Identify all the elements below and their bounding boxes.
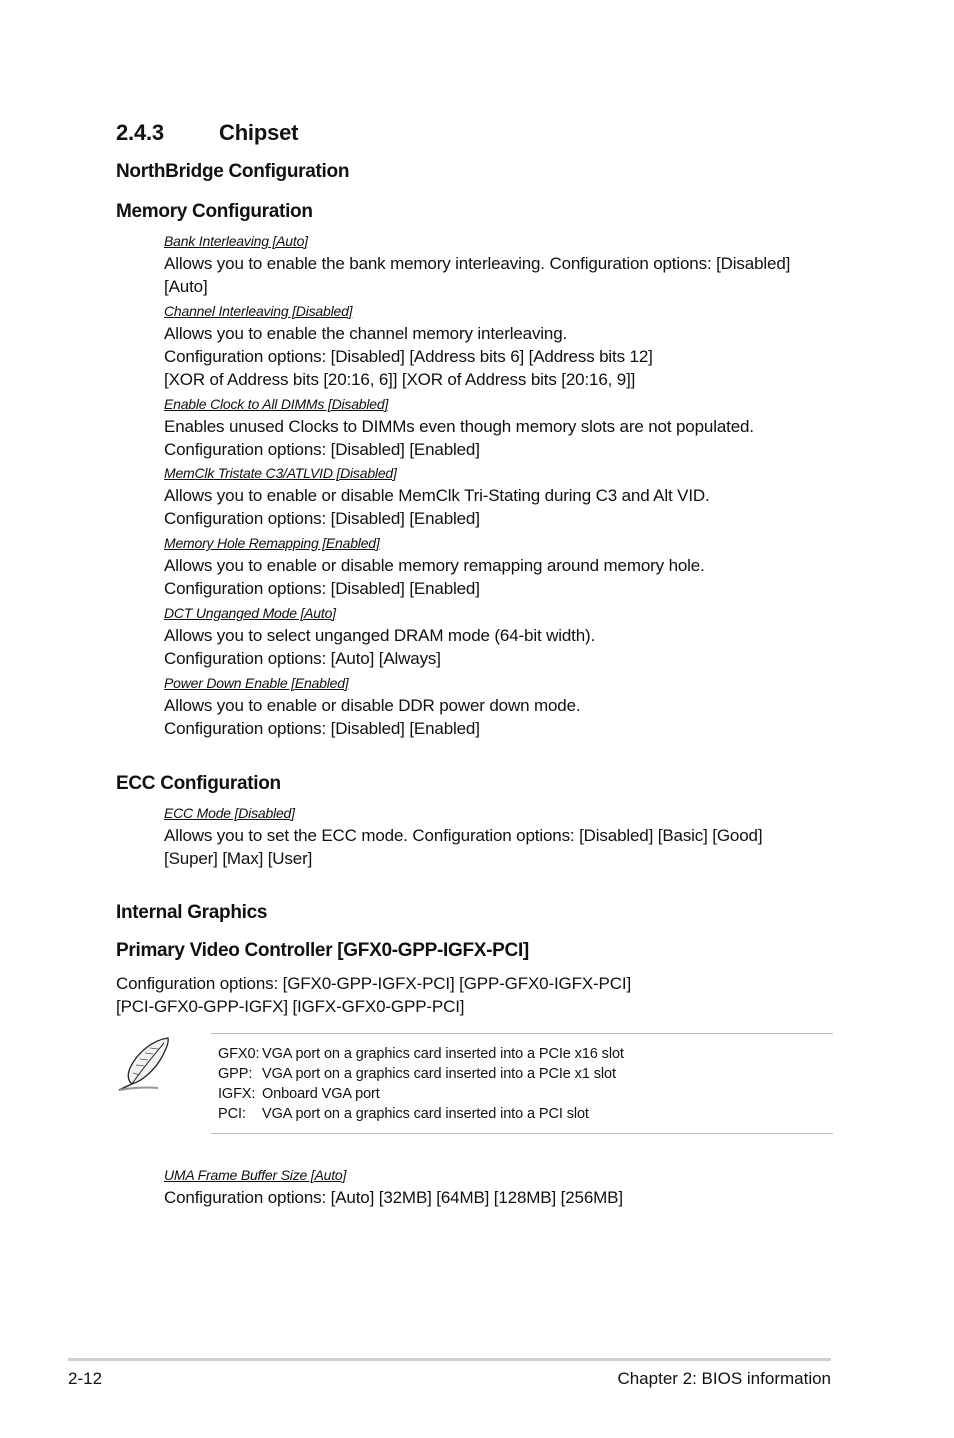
item-desc: Allows you to enable or disable DDR power down mode. Configuration options: [Disabled] [Enabled] [164, 696, 581, 738]
chapter-title: Chapter 2: BIOS information [617, 1369, 831, 1388]
feather-quill-icon [114, 1035, 174, 1093]
page-number: 2-12 [68, 1369, 103, 1388]
item-label: Power Down Enable [Enabled] [164, 675, 349, 691]
item-label: MemClk Tristate C3/ATLVID [Disabled] [164, 465, 397, 481]
primary-video-options: Configuration options: [GFX0-GPP-IGFX-PCI] [GPP-GFX0-IGFX-PCI] [PCI-GFX0-GPP-IGFX] [IGFX-GFX0-GPP-PCI] [116, 974, 632, 1016]
note-row: IGFX: Onboard VGA port [218, 1086, 380, 1102]
item-label: UMA Frame Buffer Size [Auto] [164, 1167, 347, 1183]
item-desc: Allows you to set the ECC mode. Configuration options: [Disabled] [Basic] [Good] [Super] [Max] [User] [164, 826, 763, 868]
item-desc: Allows you to enable the bank memory interleaving. Configuration options: [Disabled] [Auto] [164, 254, 791, 296]
note-bottom-rule [211, 1133, 833, 1134]
item-desc: Allows you to enable or disable memory remapping around memory hole. Configuration options: [Disabled] [Enabled] [164, 556, 705, 598]
item-label: Channel Interleaving [Disabled] [164, 303, 353, 319]
note-top-rule [211, 1033, 833, 1034]
heading-ecc: ECC Configuration [116, 773, 281, 794]
note-list [218, 1044, 624, 1124]
item-desc: Allows you to enable the channel memory interleaving. Configuration options: [Disabled] [Address bits 6] [Address bits 12] [XOR of Address bits [20:16, 6]] [XOR of Address bits [20:16, 9]] [164, 324, 653, 389]
section-title: Chipset [219, 120, 299, 145]
item-desc: Allows you to select unganged DRAM mode (64-bit width). Configuration options: [Auto] [Always] [164, 626, 596, 668]
item-label: Bank Interleaving [Auto] [164, 233, 308, 249]
item-label: DCT Unganged Mode [Auto] [164, 605, 336, 621]
item-label: Enable Clock to All DIMMs [Disabled] [164, 396, 389, 412]
footer-rule [68, 1358, 831, 1361]
item-label: ECC Mode [Disabled] [164, 805, 295, 821]
item-desc: Configuration options: [Auto] [32MB] [64MB] [128MB] [256MB] [164, 1188, 623, 1207]
heading-internal-graphics: Internal Graphics [116, 902, 268, 923]
heading-northbridge: NorthBridge Configuration [116, 161, 350, 182]
note-row: GPP: VGA port on a graphics card inserted into a PCIe x1 slot [218, 1066, 616, 1082]
note-row: PCI: VGA port on a graphics card inserted into a PCI slot [218, 1106, 589, 1122]
section-number: 2.4.3 [116, 120, 164, 145]
item-desc: Allows you to enable or disable MemClk Tri-Stating during C3 and Alt VID. Configuration options: [Disabled] [Enabled] [164, 486, 710, 528]
item-desc: Enables unused Clocks to DIMMs even though memory slots are not populated. Configuration options: [Disabled] [Enabled] [164, 417, 754, 459]
heading-memory: Memory Configuration [116, 201, 313, 222]
note-row: GFX0: VGA port on a graphics card inserted into a PCIe x16 slot [218, 1046, 624, 1062]
item-label: Memory Hole Remapping [Enabled] [164, 535, 380, 551]
heading-primary-video: Primary Video Controller [GFX0-GPP-IGFX-PCI] [116, 940, 529, 961]
